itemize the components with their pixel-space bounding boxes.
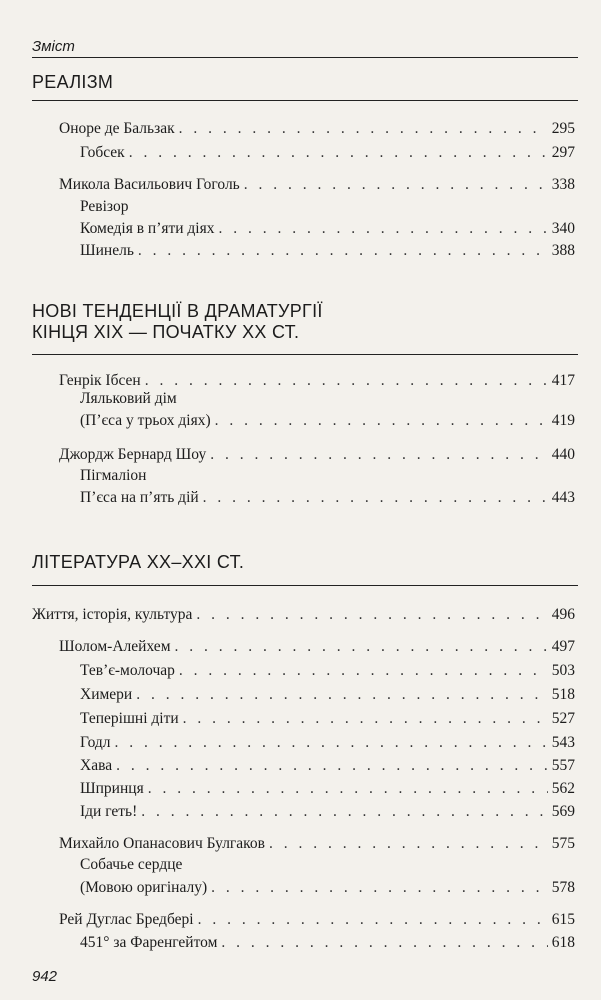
toc-entry: [80, 139, 575, 163]
dot-leader: [148, 779, 548, 799]
dot-leader: [116, 756, 548, 776]
section-title-realism: РЕАЛІЗМ: [32, 72, 114, 92]
section-title-literature: ЛІТЕРАТУРА XX–XXI СТ.: [32, 552, 245, 572]
toc-entry: [59, 171, 575, 195]
toc-entry: [80, 705, 575, 729]
toc-entry-title: Комедія в п’яти діях: [80, 220, 215, 237]
toc-entry: [32, 601, 575, 625]
toc-entry: [80, 657, 575, 681]
dot-leader: [210, 445, 548, 465]
toc-entry: [80, 929, 575, 953]
toc-entry: [80, 798, 575, 822]
toc-entry: [80, 874, 575, 898]
toc-entry-title: Шпринця: [80, 780, 144, 797]
dot-leader: [175, 637, 548, 657]
toc-entry-title: Життя, історія, культура: [32, 606, 193, 623]
dot-leader: [145, 371, 548, 391]
section-divider: [32, 354, 578, 355]
toc-entry-page: 338: [551, 176, 575, 193]
toc-entry-title: Пігмаліон: [80, 467, 147, 484]
toc-entry: [59, 633, 575, 657]
toc-entry: [80, 681, 575, 705]
dot-leader: [211, 878, 548, 898]
toc-entry-page: 562: [551, 780, 575, 797]
dot-leader: [203, 488, 548, 508]
toc-entry-title: Микола Васильович Гоголь: [59, 176, 240, 193]
toc-entry-title: Химери: [80, 686, 133, 703]
toc-entry-title: Михайло Опанасович Булгаков: [59, 835, 265, 852]
toc-entry: [80, 407, 575, 431]
toc-entry-title: (Мовою оригіналу): [80, 879, 208, 896]
dot-leader: [129, 143, 548, 163]
toc-entry: [59, 830, 575, 854]
toc-entry: [59, 367, 575, 391]
toc-entry-page: 443: [551, 489, 575, 506]
toc-entry-title: Джордж Бернард Шоу: [59, 446, 207, 463]
dot-leader: [183, 709, 548, 729]
toc-entry-page: 440: [551, 446, 575, 463]
section-title-drama-line-2: КІНЦЯ XIX — ПОЧАТКУ XX СТ.: [32, 322, 300, 342]
toc-entry-page: 388: [551, 242, 575, 259]
dot-leader: [136, 685, 548, 705]
dot-leader: [196, 605, 547, 625]
toc-entry-title: Теперішні діти: [80, 710, 179, 727]
toc-entry: [59, 115, 575, 139]
toc-entry-title: Рей Дуглас Бредбері: [59, 911, 194, 928]
toc-entry-page: 543: [551, 734, 575, 751]
toc-entry: [80, 729, 575, 753]
section-divider: [32, 585, 578, 586]
toc-entry-page: 340: [551, 220, 575, 237]
section-title-drama-line-1: НОВІ ТЕНДЕНЦІЇ В ДРАМАТУРГІЇ: [32, 301, 323, 321]
page-number: 942: [32, 968, 58, 985]
toc-entry-page: 518: [551, 686, 575, 703]
toc-entry-title: Оноре де Бальзак: [59, 120, 175, 137]
dot-leader: [244, 175, 548, 195]
dot-leader: [115, 733, 548, 753]
toc-entry-page: 503: [551, 662, 575, 679]
toc-entry-title: (П’єса у трьох діях): [80, 412, 211, 429]
dot-leader: [141, 802, 547, 822]
dot-leader: [179, 661, 548, 681]
toc-entry-title: Годл: [80, 734, 111, 751]
toc-entry-title: Тев’є-молочар: [80, 662, 175, 679]
toc-entry: [80, 484, 575, 508]
dot-leader: [138, 241, 548, 261]
toc-entry-page: 578: [551, 879, 575, 896]
toc-entry: [59, 441, 575, 465]
toc-entry-title: Іди геть!: [80, 803, 138, 820]
dot-leader: [219, 219, 548, 239]
toc-entry-title: Ревізор: [80, 198, 129, 215]
toc-entry-title: Генрік Ібсен: [59, 372, 141, 389]
toc-entry: [59, 906, 575, 930]
toc-entry: [80, 215, 575, 239]
toc-entry-page: 557: [551, 757, 575, 774]
toc-entry-page: 496: [551, 606, 575, 623]
dot-leader: [269, 834, 548, 854]
toc-entry-title: Гобсек: [80, 144, 125, 161]
toc-entry-page: 618: [551, 934, 575, 951]
toc-entry-title: Хава: [80, 757, 113, 774]
toc-entry-page: 497: [551, 638, 575, 655]
toc-entry: [80, 775, 575, 799]
dot-leader: [221, 933, 547, 953]
toc-entry-title: Ляльковий дім: [80, 390, 177, 407]
dot-leader: [179, 119, 548, 139]
dot-leader: [215, 411, 548, 431]
toc-entry-page: 527: [551, 710, 575, 727]
toc-entry-title: П’єса на п’ять дій: [80, 489, 199, 506]
toc-entry-page: 417: [551, 372, 575, 389]
toc-entry-title: Шинель: [80, 242, 134, 259]
dot-leader: [198, 910, 548, 930]
toc-entry-page: 569: [551, 803, 575, 820]
toc-entry-title: 451° за Фаренгейтом: [80, 934, 218, 951]
toc-entry-page: 419: [551, 412, 575, 429]
toc-entry-page: 575: [551, 835, 575, 852]
toc-entry-title: Собачье сердце: [80, 856, 183, 873]
toc-entry-page: 297: [551, 144, 575, 161]
toc-entry: [80, 237, 575, 261]
toc-entry-page: 615: [551, 911, 575, 928]
toc-entry-page: 295: [551, 120, 575, 137]
toc-entry: [80, 752, 575, 776]
toc-entry-title: Шолом-Алейхем: [59, 638, 171, 655]
running-head: Зміст: [32, 38, 578, 58]
section-divider: [32, 100, 578, 101]
